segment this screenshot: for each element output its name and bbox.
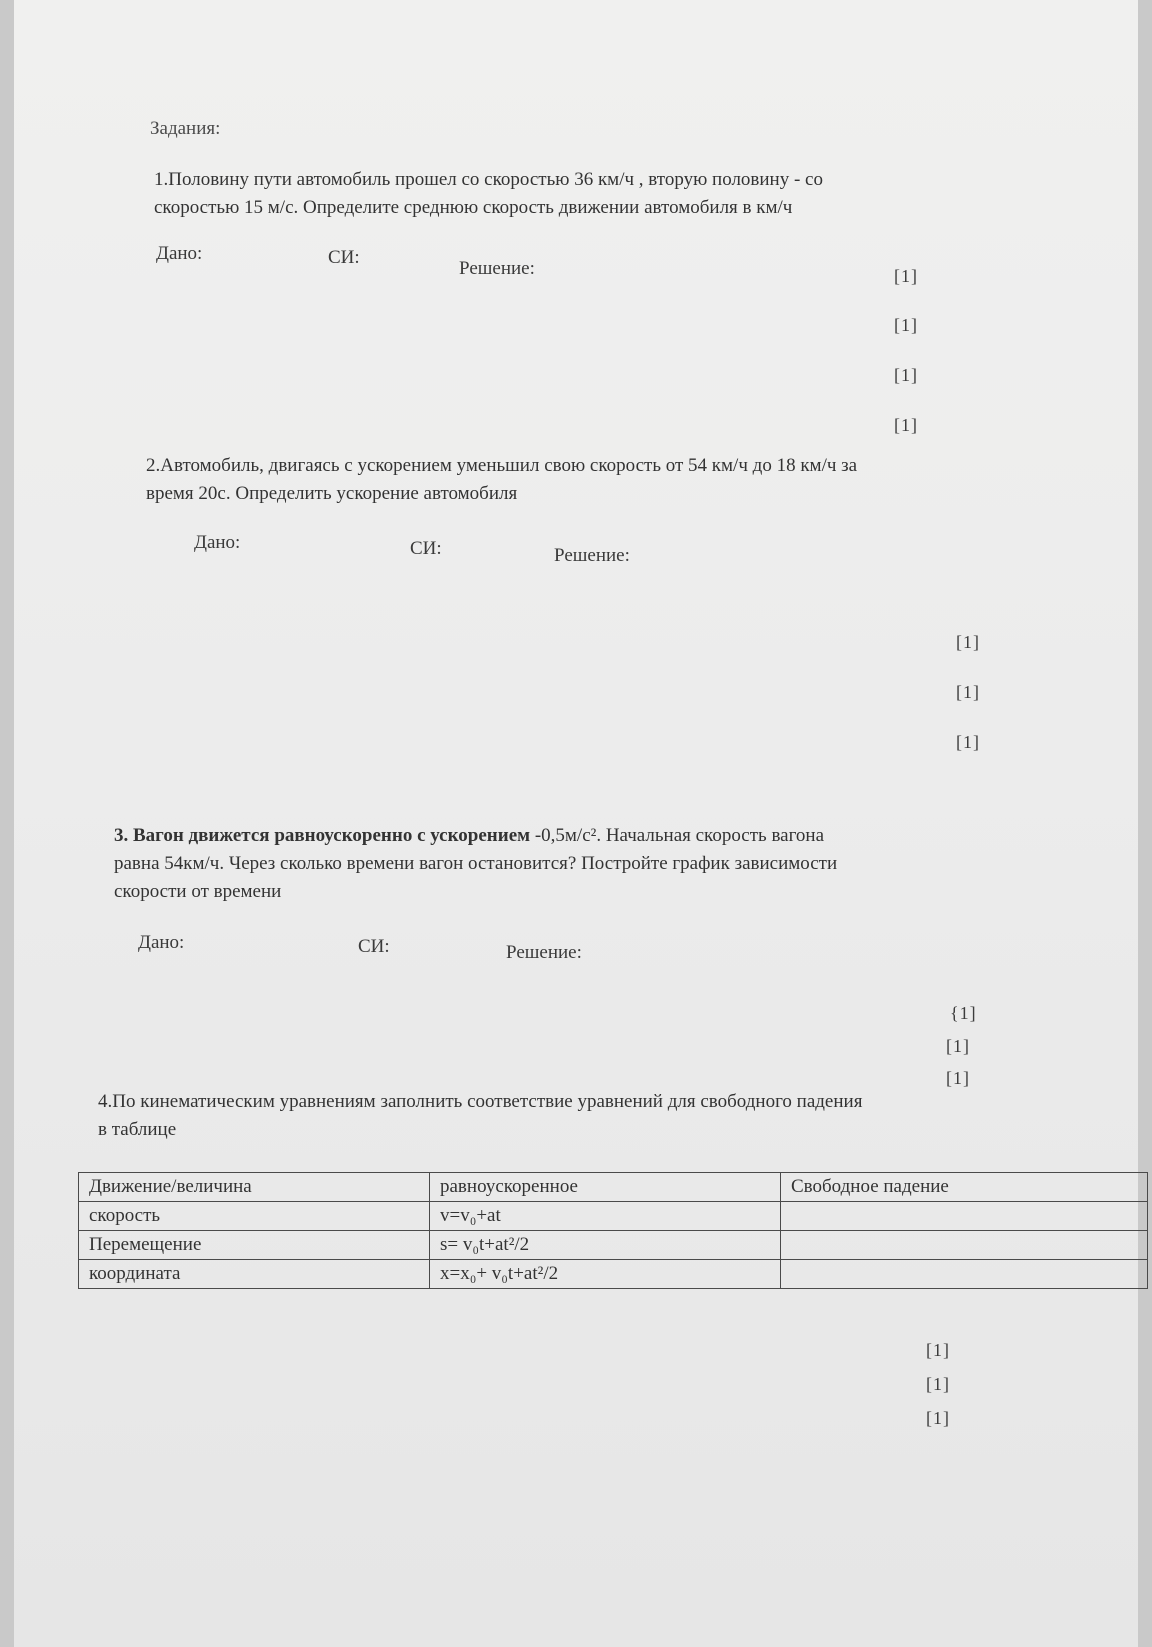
task-3-line-1-rest: -0,5м/с². Начальная скорость вагона	[530, 825, 825, 846]
task-2-line-2: время 20с. Определить ускорение автомобиля	[146, 483, 518, 504]
task-2-line-1: 2.Автомобиль, двигаясь с ускорением уменьшил свою скорость от 54 км/ч до 18 км/ч за	[146, 455, 858, 476]
table-header-cell: Свободное падение	[781, 1173, 1148, 1202]
task-4-line-1: 4.По кинематическим уравнениям заполнить соответствие уравнений для свободного падения	[98, 1091, 863, 1112]
task-4-line-2: в таблице	[98, 1119, 177, 1140]
task-1-mark-3: [1]	[894, 365, 918, 385]
task-1-solution-label: Решение:	[459, 258, 535, 279]
task-3-line-1-bold: 3. Вагон движется равноускоренно с ускорением	[114, 825, 531, 846]
table-cell: Перемещение	[79, 1231, 430, 1260]
task-1-si-label: СИ:	[328, 247, 360, 268]
task-2-mark-3: [1]	[956, 732, 980, 752]
task-1-given-label: Дано:	[156, 243, 203, 264]
task-3-given-label: Дано:	[138, 932, 185, 953]
table-row	[79, 1231, 1148, 1260]
task-1-line-1: 1.Половину пути автомобиль прошел со скоростью 36 км/ч , вторую половину - со	[154, 169, 823, 190]
table-cell	[781, 1231, 1148, 1260]
table-header-cell: равноускоренное	[430, 1173, 781, 1202]
worksheet-page	[14, 0, 1138, 1647]
task-3-text	[114, 822, 837, 906]
task-3-mark-2: [1]	[946, 1036, 970, 1056]
task-3-mark-1: {1]	[950, 1003, 977, 1023]
task-2-si-label: СИ:	[410, 538, 442, 559]
task-4-mark-3: [1]	[926, 1408, 950, 1428]
task-4-text	[98, 1088, 862, 1144]
table-header-row	[79, 1173, 1148, 1202]
table-cell: скорость	[79, 1202, 430, 1231]
table-cell: x=x₀+ v₀t+at²/2	[430, 1260, 781, 1289]
task-3-mark-3: [1]	[946, 1068, 970, 1088]
task-4-mark-1: [1]	[926, 1340, 950, 1360]
table-row	[79, 1260, 1148, 1289]
task-3-si-label: СИ:	[358, 936, 390, 957]
task-3-line-3: скорости от времени	[114, 881, 282, 902]
table-cell: координата	[79, 1260, 430, 1289]
task-4-mark-2: [1]	[926, 1374, 950, 1394]
task-1-mark-2: [1]	[894, 315, 918, 335]
table-cell	[781, 1202, 1148, 1231]
task-1-line-2: скоростью 15 м/с. Определите среднюю скорость движении автомобиля в км/ч	[154, 197, 793, 218]
task-2-given-label: Дано:	[194, 532, 241, 553]
task-2-text	[146, 452, 857, 508]
table-cell: v=v₀+at	[430, 1202, 781, 1231]
task-2-mark-2: [1]	[956, 682, 980, 702]
table-cell	[781, 1260, 1148, 1289]
task-1-mark-4: [1]	[894, 415, 918, 435]
task-3-line-2: равна 54км/ч. Через сколько времени вагон остановится? Постройте график зависимости	[114, 853, 838, 874]
task-2-solution-label: Решение:	[554, 545, 630, 566]
task-2-mark-1: [1]	[956, 632, 980, 652]
table-header-cell: Движение/величина	[79, 1173, 430, 1202]
task-1-mark-1: [1]	[894, 266, 918, 286]
task-3-solution-label: Решение:	[506, 942, 582, 963]
table-row	[79, 1202, 1148, 1231]
kinematics-table	[78, 1172, 1148, 1289]
table-cell: s= v₀t+at²/2	[430, 1231, 781, 1260]
worksheet-heading: Задания:	[150, 118, 221, 139]
task-1-text	[154, 166, 823, 222]
